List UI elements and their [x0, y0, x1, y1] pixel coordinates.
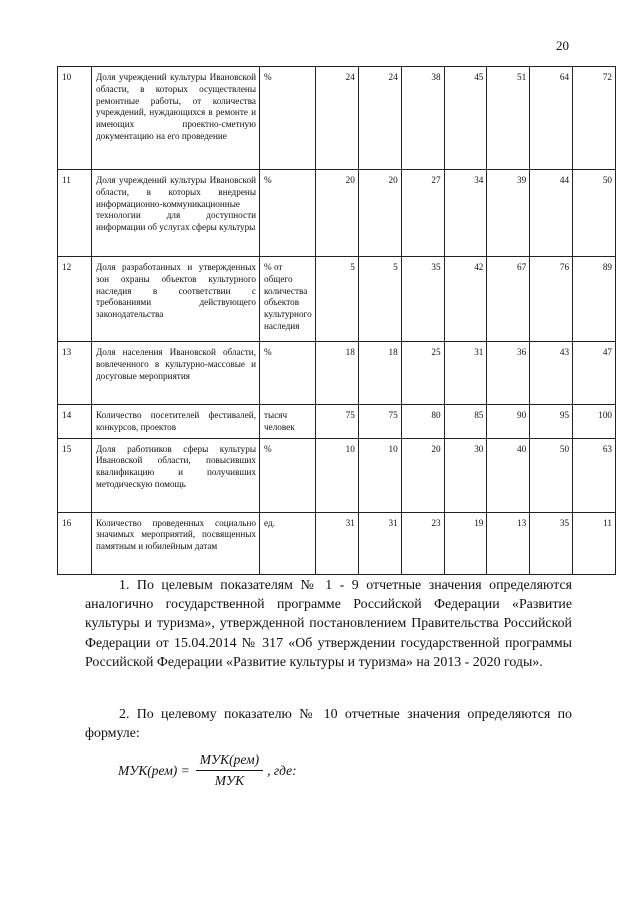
- unit-cell: тысяч человек: [260, 405, 316, 439]
- value-cell: 24: [358, 67, 401, 170]
- row-number-cell: 11: [58, 170, 92, 257]
- indicator-name-cell: Доля населения Ивановской области, вовлеченного в культурно-массовые и досуговые мероприятия: [92, 342, 260, 405]
- value-cell: 75: [316, 405, 359, 439]
- indicator-name-cell: Количество проведенных социально значимых мероприятий, посвященных памятным и юбилейным датам: [92, 512, 260, 574]
- page-number: 20: [556, 38, 569, 53]
- value-cell: 24: [316, 67, 359, 170]
- value-cell: 67: [487, 257, 530, 342]
- value-cell: 27: [401, 170, 444, 257]
- unit-cell: %: [260, 67, 316, 170]
- value-cell: 23: [401, 512, 444, 574]
- value-cell: 39: [487, 170, 530, 257]
- value-cell: 50: [573, 170, 616, 257]
- value-cell: 35: [530, 512, 573, 574]
- value-cell: 63: [573, 438, 616, 512]
- value-cell: 42: [444, 257, 487, 342]
- value-cell: 20: [316, 170, 359, 257]
- value-cell: 13: [487, 512, 530, 574]
- value-cell: 11: [573, 512, 616, 574]
- note-1: [85, 576, 572, 672]
- value-cell: 18: [358, 342, 401, 405]
- value-cell: 25: [401, 342, 444, 405]
- indicator-name-cell: Доля учреждений культуры Ивановской области, в которых внедрены информационно-коммуникационные технологии для доступности информации об услугах сферы культуры: [92, 170, 260, 257]
- formula-numerator: МУК(рем): [196, 752, 263, 771]
- value-cell: 38: [401, 67, 444, 170]
- indicator-name-cell: Доля разработанных и утвержденных зон охраны объектов культурного наследия в соответствии с требованиями действующего законодательства: [92, 257, 260, 342]
- table-row: [58, 67, 616, 170]
- indicators-table-body: [58, 67, 616, 575]
- value-cell: 10: [358, 438, 401, 512]
- unit-cell: %: [260, 342, 316, 405]
- value-cell: 100: [573, 405, 616, 439]
- row-number-cell: 10: [58, 67, 92, 170]
- row-number-cell: 15: [58, 438, 92, 512]
- value-cell: 36: [487, 342, 530, 405]
- formula: [118, 752, 297, 789]
- note-2-text: 2. По целевому показателю № 10 отчетные значения определяются по формуле:: [85, 707, 572, 742]
- value-cell: 51: [487, 67, 530, 170]
- value-cell: 5: [316, 257, 359, 342]
- value-cell: 72: [573, 67, 616, 170]
- indicators-table: [57, 66, 616, 575]
- value-cell: 95: [530, 405, 573, 439]
- value-cell: 64: [530, 67, 573, 170]
- note-1-text: 1. По целевым показателям № 1 - 9 отчетные значения определяются аналогично государственной программе Российской Федерации «Развитие культуры и туризма», утвержденной постановлением Правительства Российской Федерации от 15.04.2014 № 317 «Об утверждении государственной программы Российской Федерации «Развитие культуры и туризма» на 2013 - 2020 годы».: [85, 578, 572, 670]
- value-cell: 40: [487, 438, 530, 512]
- value-cell: 20: [358, 170, 401, 257]
- value-cell: 76: [530, 257, 573, 342]
- formula-suffix: , где:: [267, 762, 297, 778]
- value-cell: 20: [401, 438, 444, 512]
- value-cell: 35: [401, 257, 444, 342]
- row-number-cell: 13: [58, 342, 92, 405]
- unit-cell: % от общего количества объектов культурного наследия: [260, 257, 316, 342]
- value-cell: 50: [530, 438, 573, 512]
- value-cell: 5: [358, 257, 401, 342]
- value-cell: 10: [316, 438, 359, 512]
- value-cell: 45: [444, 67, 487, 170]
- value-cell: 18: [316, 342, 359, 405]
- table-row: [58, 405, 616, 439]
- indicator-name-cell: Доля работников сферы культуры Ивановской области, повысивших квалификацию и получивших методическую помощь: [92, 438, 260, 512]
- value-cell: 30: [444, 438, 487, 512]
- indicator-name-cell: Доля учреждений культуры Ивановской области, в которых осуществлены ремонтные работы, от количества учреждений, нуждающихся в ремонте и имеющих проектно-сметную документацию на его проведение: [92, 67, 260, 170]
- unit-cell: ед.: [260, 512, 316, 574]
- value-cell: 47: [573, 342, 616, 405]
- indicator-name-cell: Количество посетителей фестивалей, конкурсов, проектов: [92, 405, 260, 439]
- table-row: [58, 170, 616, 257]
- row-number-cell: 12: [58, 257, 92, 342]
- value-cell: 44: [530, 170, 573, 257]
- value-cell: 31: [444, 342, 487, 405]
- table-row: [58, 342, 616, 405]
- value-cell: 31: [316, 512, 359, 574]
- row-number-cell: 16: [58, 512, 92, 574]
- unit-cell: %: [260, 438, 316, 512]
- value-cell: 90: [487, 405, 530, 439]
- unit-cell: %: [260, 170, 316, 257]
- value-cell: 43: [530, 342, 573, 405]
- value-cell: 34: [444, 170, 487, 257]
- formula-fraction: [196, 752, 263, 789]
- formula-lhs: МУК(рем) =: [118, 762, 190, 778]
- value-cell: 75: [358, 405, 401, 439]
- note-2: [85, 705, 572, 743]
- value-cell: 89: [573, 257, 616, 342]
- table-row: [58, 257, 616, 342]
- table-row: [58, 512, 616, 574]
- value-cell: 19: [444, 512, 487, 574]
- formula-denominator: МУК: [214, 773, 245, 788]
- value-cell: 31: [358, 512, 401, 574]
- table-row: [58, 438, 616, 512]
- value-cell: 80: [401, 405, 444, 439]
- value-cell: 85: [444, 405, 487, 439]
- row-number-cell: 14: [58, 405, 92, 439]
